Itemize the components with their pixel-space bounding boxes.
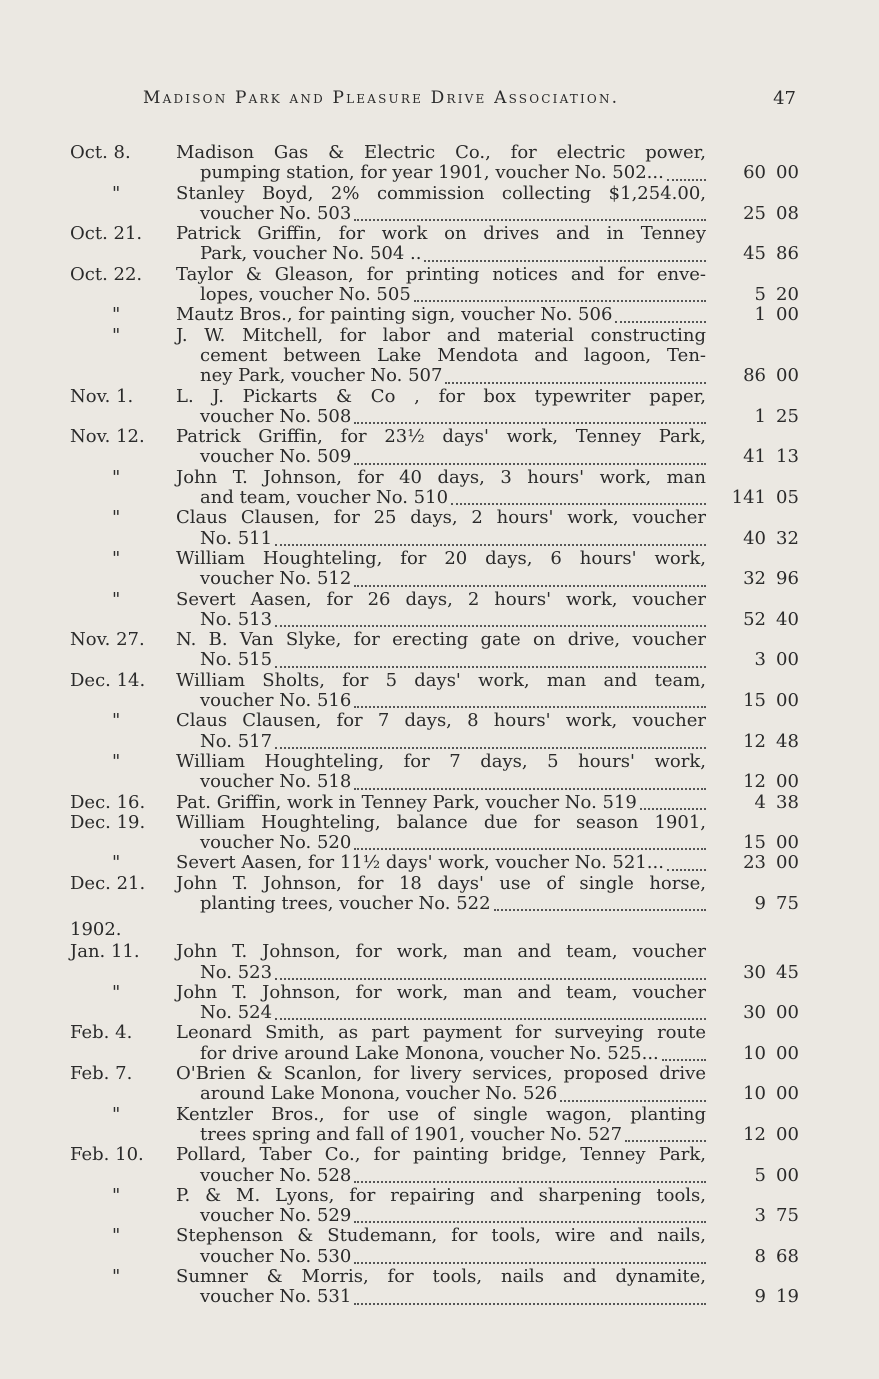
entry-text: around Lake Monona, voucher No. 526 [200, 1083, 558, 1105]
entry-line [0, 184, 879, 204]
amount-dollars: 1 [754, 405, 766, 427]
amount-dollars: 52 [743, 608, 766, 630]
leader-dots [354, 1302, 706, 1305]
ditto-mark: " [112, 324, 121, 346]
entry-text: Leonard Smith, as part payment for surveying route [176, 1022, 706, 1044]
leader-dots [615, 320, 706, 323]
entry-text: Mautz Bros., for painting sign, voucher No. 506 [176, 304, 613, 326]
header-title: Madison Park and Pleasure Drive Association. [143, 88, 620, 108]
entry-text: Severt Aasen, for 26 days, 2 hours' work, voucher [176, 588, 706, 610]
entry-text: Taylor & Gleason, for printing notices and for enve- [176, 263, 706, 285]
entry-text: John T. Johnson, for work, man and team, voucher [176, 981, 706, 1003]
entry-line [0, 204, 879, 224]
entry-line [0, 1186, 879, 1206]
ledger-entry [0, 671, 879, 712]
entry-text: O'Brien & Scanlon, for livery services, proposed drive [176, 1063, 706, 1085]
amount-dollars: 5 [754, 1164, 766, 1186]
entry-line [0, 1084, 879, 1104]
leader-dots [662, 1058, 706, 1061]
entry-text: cement between Lake Mendota and lagoon, Ten- [200, 344, 706, 366]
leader-dots [354, 462, 706, 465]
leader-dots [451, 502, 706, 505]
entry-line [0, 833, 879, 853]
ledger-entry [0, 265, 879, 306]
ledger-entry [0, 813, 879, 854]
ditto-mark: " [112, 547, 121, 569]
ditto-mark: " [112, 1103, 121, 1125]
leader-dots [275, 746, 706, 749]
entry-date: Nov. 1. [70, 385, 134, 407]
entry-line [0, 447, 879, 467]
leader-dots [354, 1220, 706, 1223]
entry-line [0, 1287, 879, 1307]
ledger-entry [0, 1186, 879, 1227]
amount-cents: 86 [776, 243, 799, 265]
entry-text: ney Park, voucher No. 507 [200, 365, 443, 387]
entry-line [0, 265, 879, 285]
entry-text: voucher No. 518 [200, 771, 352, 793]
entry-line [0, 346, 879, 366]
entry-date: Feb. 10. [70, 1144, 144, 1166]
entry-line [0, 1023, 879, 1043]
entry-text: No. 524 [200, 1002, 273, 1024]
entry-text: voucher No. 531 [200, 1286, 352, 1308]
amount-dollars: 1 [754, 304, 766, 326]
year-line [0, 920, 879, 942]
ledger-entry [0, 1064, 879, 1105]
amount-dollars: 41 [743, 446, 766, 468]
entry-text: J. W. Mitchell, for labor and material constructing [176, 324, 706, 346]
entry-date: Dec. 14. [70, 669, 146, 691]
leader-dots [354, 1180, 706, 1183]
entry-text: voucher No. 503 [200, 202, 352, 224]
amount-cents: 00 [776, 649, 799, 671]
entry-date: Oct. 8. [70, 142, 131, 163]
entry-line [0, 488, 879, 508]
amount-cents: 38 [776, 791, 799, 813]
entry-text: trees spring and fall of 1901, voucher No. 527 [200, 1123, 623, 1145]
ditto-mark: " [112, 507, 121, 529]
entry-line [0, 874, 879, 894]
entry-text: John T. Johnson, for 18 days' use of single horse, [176, 872, 706, 894]
amount-cents: 19 [776, 1286, 799, 1308]
amount-dollars: 60 [743, 162, 766, 184]
amount-cents: 00 [776, 852, 799, 874]
amount-dollars: 3 [754, 649, 766, 671]
amount-cents: 00 [776, 1123, 799, 1145]
ledger-entry [0, 630, 879, 671]
amount-dollars: 4 [754, 791, 766, 813]
entry-line [0, 1226, 879, 1246]
entry-text: Claus Clausen, for 7 days, 8 hours' work, voucher [176, 710, 706, 732]
amount-cents: 05 [776, 487, 799, 509]
ledger-entry [0, 793, 879, 813]
leader-dots [275, 1017, 706, 1020]
ledger-entry [0, 508, 879, 549]
amount-dollars: 12 [743, 730, 766, 752]
entry-text: Kentzler Bros., for use of single wagon, planting [176, 1103, 706, 1125]
entry-line [0, 285, 879, 305]
leader-dots [424, 259, 706, 262]
entry-line [0, 610, 879, 630]
entry-line [0, 983, 879, 1003]
amount-cents: 40 [776, 608, 799, 630]
leader-dots [494, 908, 706, 911]
entry-line [0, 772, 879, 792]
amount-dollars: 141 [731, 487, 766, 509]
ditto-mark: " [112, 304, 121, 326]
entry-text: voucher No. 529 [200, 1205, 352, 1227]
entry-line [0, 793, 879, 813]
ledger-entry [0, 1145, 879, 1186]
entry-text: voucher No. 512 [200, 568, 352, 590]
amount-cents: 45 [776, 961, 799, 983]
entry-date: Feb. 7. [70, 1063, 133, 1085]
entry-text: voucher No. 520 [200, 832, 352, 854]
ditto-mark: " [112, 1225, 121, 1247]
entry-line [0, 630, 879, 650]
entry-text: voucher No. 528 [200, 1164, 352, 1186]
entry-line [0, 963, 879, 983]
ledger-entry [0, 224, 879, 265]
amount-cents: 75 [776, 1205, 799, 1227]
leader-dots [275, 624, 706, 627]
ledger-entry [0, 326, 879, 387]
entry-line [0, 508, 879, 528]
ditto-mark: " [112, 981, 121, 1003]
entry-line [0, 650, 879, 670]
leader-dots [354, 1261, 706, 1264]
ditto-mark: " [112, 466, 121, 488]
amount-cents: 68 [776, 1245, 799, 1267]
ledger-entry [0, 1267, 879, 1308]
amount-cents: 25 [776, 405, 799, 427]
amount-cents: 00 [776, 1083, 799, 1105]
amount-cents: 00 [776, 365, 799, 387]
amount-cents: 96 [776, 568, 799, 590]
amount-cents: 32 [776, 527, 799, 549]
amount-cents: 20 [776, 284, 799, 306]
ledger-entry [0, 1226, 879, 1267]
ledger-entry [0, 590, 879, 631]
entry-line [0, 163, 879, 183]
entry-text: No. 515 [200, 649, 273, 671]
ledger-entry [0, 468, 879, 509]
entry-line [0, 1267, 879, 1287]
leader-dots [275, 665, 706, 668]
entry-text: William Houghteling, for 7 days, 5 hours' work, [176, 750, 706, 772]
amount-dollars: 10 [743, 1042, 766, 1064]
ledger-entry [0, 305, 879, 325]
entry-text: N. B. Van Slyke, for erecting gate on drive, voucher [176, 629, 706, 651]
amount-dollars: 9 [754, 892, 766, 914]
leader-dots [445, 381, 706, 384]
amount-dollars: 15 [743, 690, 766, 712]
entry-text: and team, voucher No. 510 [200, 487, 449, 509]
ledger-entry [0, 853, 879, 873]
entry-line [0, 732, 879, 752]
amount-dollars: 45 [743, 243, 766, 265]
amount-cents: 00 [776, 1042, 799, 1064]
ledger-entry [0, 983, 879, 1024]
leader-dots [667, 178, 706, 181]
ledger-entry [0, 1105, 879, 1146]
amount-cents: 00 [776, 1002, 799, 1024]
page-number: 47 [773, 88, 796, 109]
entry-text: Stanley Boyd, 2% commission collecting $1,254.00, [176, 182, 706, 204]
amount-dollars: 12 [743, 771, 766, 793]
entry-text: Patrick Griffin, for 23½ days' work, Tenney Park, [176, 426, 706, 448]
amount-cents: 00 [776, 690, 799, 712]
entry-line [0, 366, 879, 386]
ditto-mark: " [112, 1266, 121, 1288]
leader-dots [354, 421, 706, 424]
leader-dots [354, 705, 706, 708]
entry-text: Pollard, Taber Co., for painting bridge, Tenney Park, [176, 1144, 706, 1166]
amount-cents: 00 [776, 304, 799, 326]
leader-dots [414, 299, 706, 302]
entry-line [0, 1145, 879, 1165]
entry-date: Oct. 22. [70, 263, 143, 285]
ledger-entry [0, 711, 879, 752]
amount-dollars: 40 [743, 527, 766, 549]
amount-cents: 13 [776, 446, 799, 468]
ditto-mark: " [112, 1184, 121, 1206]
entry-line [0, 468, 879, 488]
entry-line [0, 569, 879, 589]
entry-line [0, 590, 879, 610]
leader-dots [275, 543, 706, 546]
leader-dots [640, 807, 706, 810]
amount-dollars: 5 [754, 284, 766, 306]
amount-dollars: 25 [743, 202, 766, 224]
entry-text: William Sholts, for 5 days' work, man and team, [176, 669, 706, 691]
ledger-entry [0, 184, 879, 225]
amount-dollars: 15 [743, 832, 766, 854]
entry-date: Feb. 4. [70, 1022, 133, 1044]
entry-line [0, 1105, 879, 1125]
entry-line [0, 407, 879, 427]
entry-line [0, 305, 879, 325]
entry-text: No. 513 [200, 608, 273, 630]
entry-text: William Houghteling, for 20 days, 6 hours' work, [176, 547, 706, 569]
amount-dollars: 8 [754, 1245, 766, 1267]
entry-text: John T. Johnson, for work, man and team, voucher [176, 941, 706, 963]
amount-dollars: 30 [743, 961, 766, 983]
ledger-entry [0, 942, 879, 983]
leader-dots [354, 847, 706, 850]
leader-dots [354, 787, 706, 790]
amount-dollars: 23 [743, 852, 766, 874]
ledger-entry [0, 143, 879, 184]
amount-dollars: 30 [743, 1002, 766, 1024]
entry-text: Sumner & Morris, for tools, nails and dynamite, [176, 1266, 706, 1288]
entry-line [0, 1247, 879, 1267]
entry-text: John T. Johnson, for 40 days, 3 hours' work, man [176, 466, 706, 488]
entry-text: pumping station, for year 1901, voucher No. 502... [200, 162, 664, 184]
amount-cents: 75 [776, 892, 799, 914]
amount-dollars: 9 [754, 1286, 766, 1308]
entry-text: voucher No. 516 [200, 690, 352, 712]
ledger-entry [0, 387, 879, 428]
amount-cents: 08 [776, 202, 799, 224]
ledger-entry [0, 427, 879, 468]
ditto-mark: " [112, 182, 121, 204]
ditto-mark: " [112, 852, 121, 874]
amount-dollars: 3 [754, 1205, 766, 1227]
entry-text: Park, voucher No. 504 .. [200, 243, 422, 265]
ledger-entries [0, 143, 879, 1308]
entry-text: Madison Gas & Electric Co., for electric power, [176, 142, 706, 163]
entry-line [0, 853, 879, 873]
amount-cents: 00 [776, 1164, 799, 1186]
entry-text: Severt Aasen, for 11½ days' work, voucher No. 521... [176, 852, 664, 874]
entry-line [0, 1166, 879, 1186]
ditto-mark: " [112, 710, 121, 732]
entry-date: Jan. 11. [70, 941, 140, 963]
entry-text: L. J. Pickarts & Co , for box typewriter paper, [176, 385, 706, 407]
entry-line [0, 894, 879, 914]
entry-line [0, 813, 879, 833]
ledger-entry [0, 752, 879, 793]
entry-line [0, 1064, 879, 1084]
ledger-entry [0, 874, 879, 915]
entry-text: No. 523 [200, 961, 273, 983]
amount-cents: 48 [776, 730, 799, 752]
entry-date: Nov. 27. [70, 629, 145, 651]
entry-date: Dec. 16. [70, 791, 146, 813]
amount-dollars: 86 [743, 365, 766, 387]
entry-text: No. 517 [200, 730, 273, 752]
amount-cents: 00 [776, 162, 799, 184]
entry-line [0, 1003, 879, 1023]
entry-text: Stephenson & Studemann, for tools, wire and nails, [176, 1225, 706, 1247]
leader-dots [275, 977, 706, 980]
entry-text: Patrick Griffin, for work on drives and in Tenney [176, 223, 706, 245]
entry-text: voucher No. 509 [200, 446, 352, 468]
amount-cents: 00 [776, 771, 799, 793]
entry-date: Oct. 21. [70, 223, 143, 245]
entry-line [0, 1044, 879, 1064]
ledger-entry [0, 549, 879, 590]
leader-dots [625, 1139, 706, 1142]
amount-dollars: 10 [743, 1083, 766, 1105]
entry-line [0, 529, 879, 549]
entry-text: voucher No. 508 [200, 405, 352, 427]
leader-dots [354, 584, 706, 587]
entry-line [0, 143, 879, 163]
entry-text: planting trees, voucher No. 522 [200, 892, 491, 914]
entry-line [0, 549, 879, 569]
entry-line [0, 752, 879, 772]
entry-line [0, 671, 879, 691]
entry-text: Claus Clausen, for 25 days, 2 hours' work, voucher [176, 507, 706, 529]
running-header [0, 88, 879, 114]
entry-line [0, 1125, 879, 1145]
ledger-entry [0, 1023, 879, 1064]
entry-text: No. 511 [200, 527, 273, 549]
amount-dollars: 12 [743, 1123, 766, 1145]
entry-line [0, 326, 879, 346]
entry-date: Dec. 21. [70, 872, 146, 894]
entry-text: William Houghteling, balance due for season 1901, [176, 811, 706, 833]
entry-text: for drive around Lake Monona, voucher No. 525... [200, 1042, 659, 1064]
entry-text: P. & M. Lyons, for repairing and sharpening tools, [176, 1184, 706, 1206]
entry-date: Dec. 19. [70, 811, 146, 833]
ditto-mark: " [112, 750, 121, 772]
leader-dots [667, 868, 706, 871]
entry-line [0, 691, 879, 711]
year-heading: 1902. [70, 919, 122, 941]
entry-text: voucher No. 530 [200, 1245, 352, 1267]
entry-text: lopes, voucher No. 505 [200, 284, 411, 306]
entry-line [0, 224, 879, 244]
entry-date: Nov. 12. [70, 426, 145, 448]
entry-line [0, 1206, 879, 1226]
entry-line [0, 244, 879, 264]
leader-dots [354, 218, 706, 221]
entry-line [0, 942, 879, 962]
entry-line [0, 711, 879, 731]
entry-line [0, 387, 879, 407]
amount-dollars: 32 [743, 568, 766, 590]
leader-dots [560, 1099, 706, 1102]
entry-line [0, 427, 879, 447]
entry-text: Pat. Griffin, work in Tenney Park, voucher No. 519 [176, 791, 637, 813]
amount-cents: 00 [776, 832, 799, 854]
ditto-mark: " [112, 588, 121, 610]
